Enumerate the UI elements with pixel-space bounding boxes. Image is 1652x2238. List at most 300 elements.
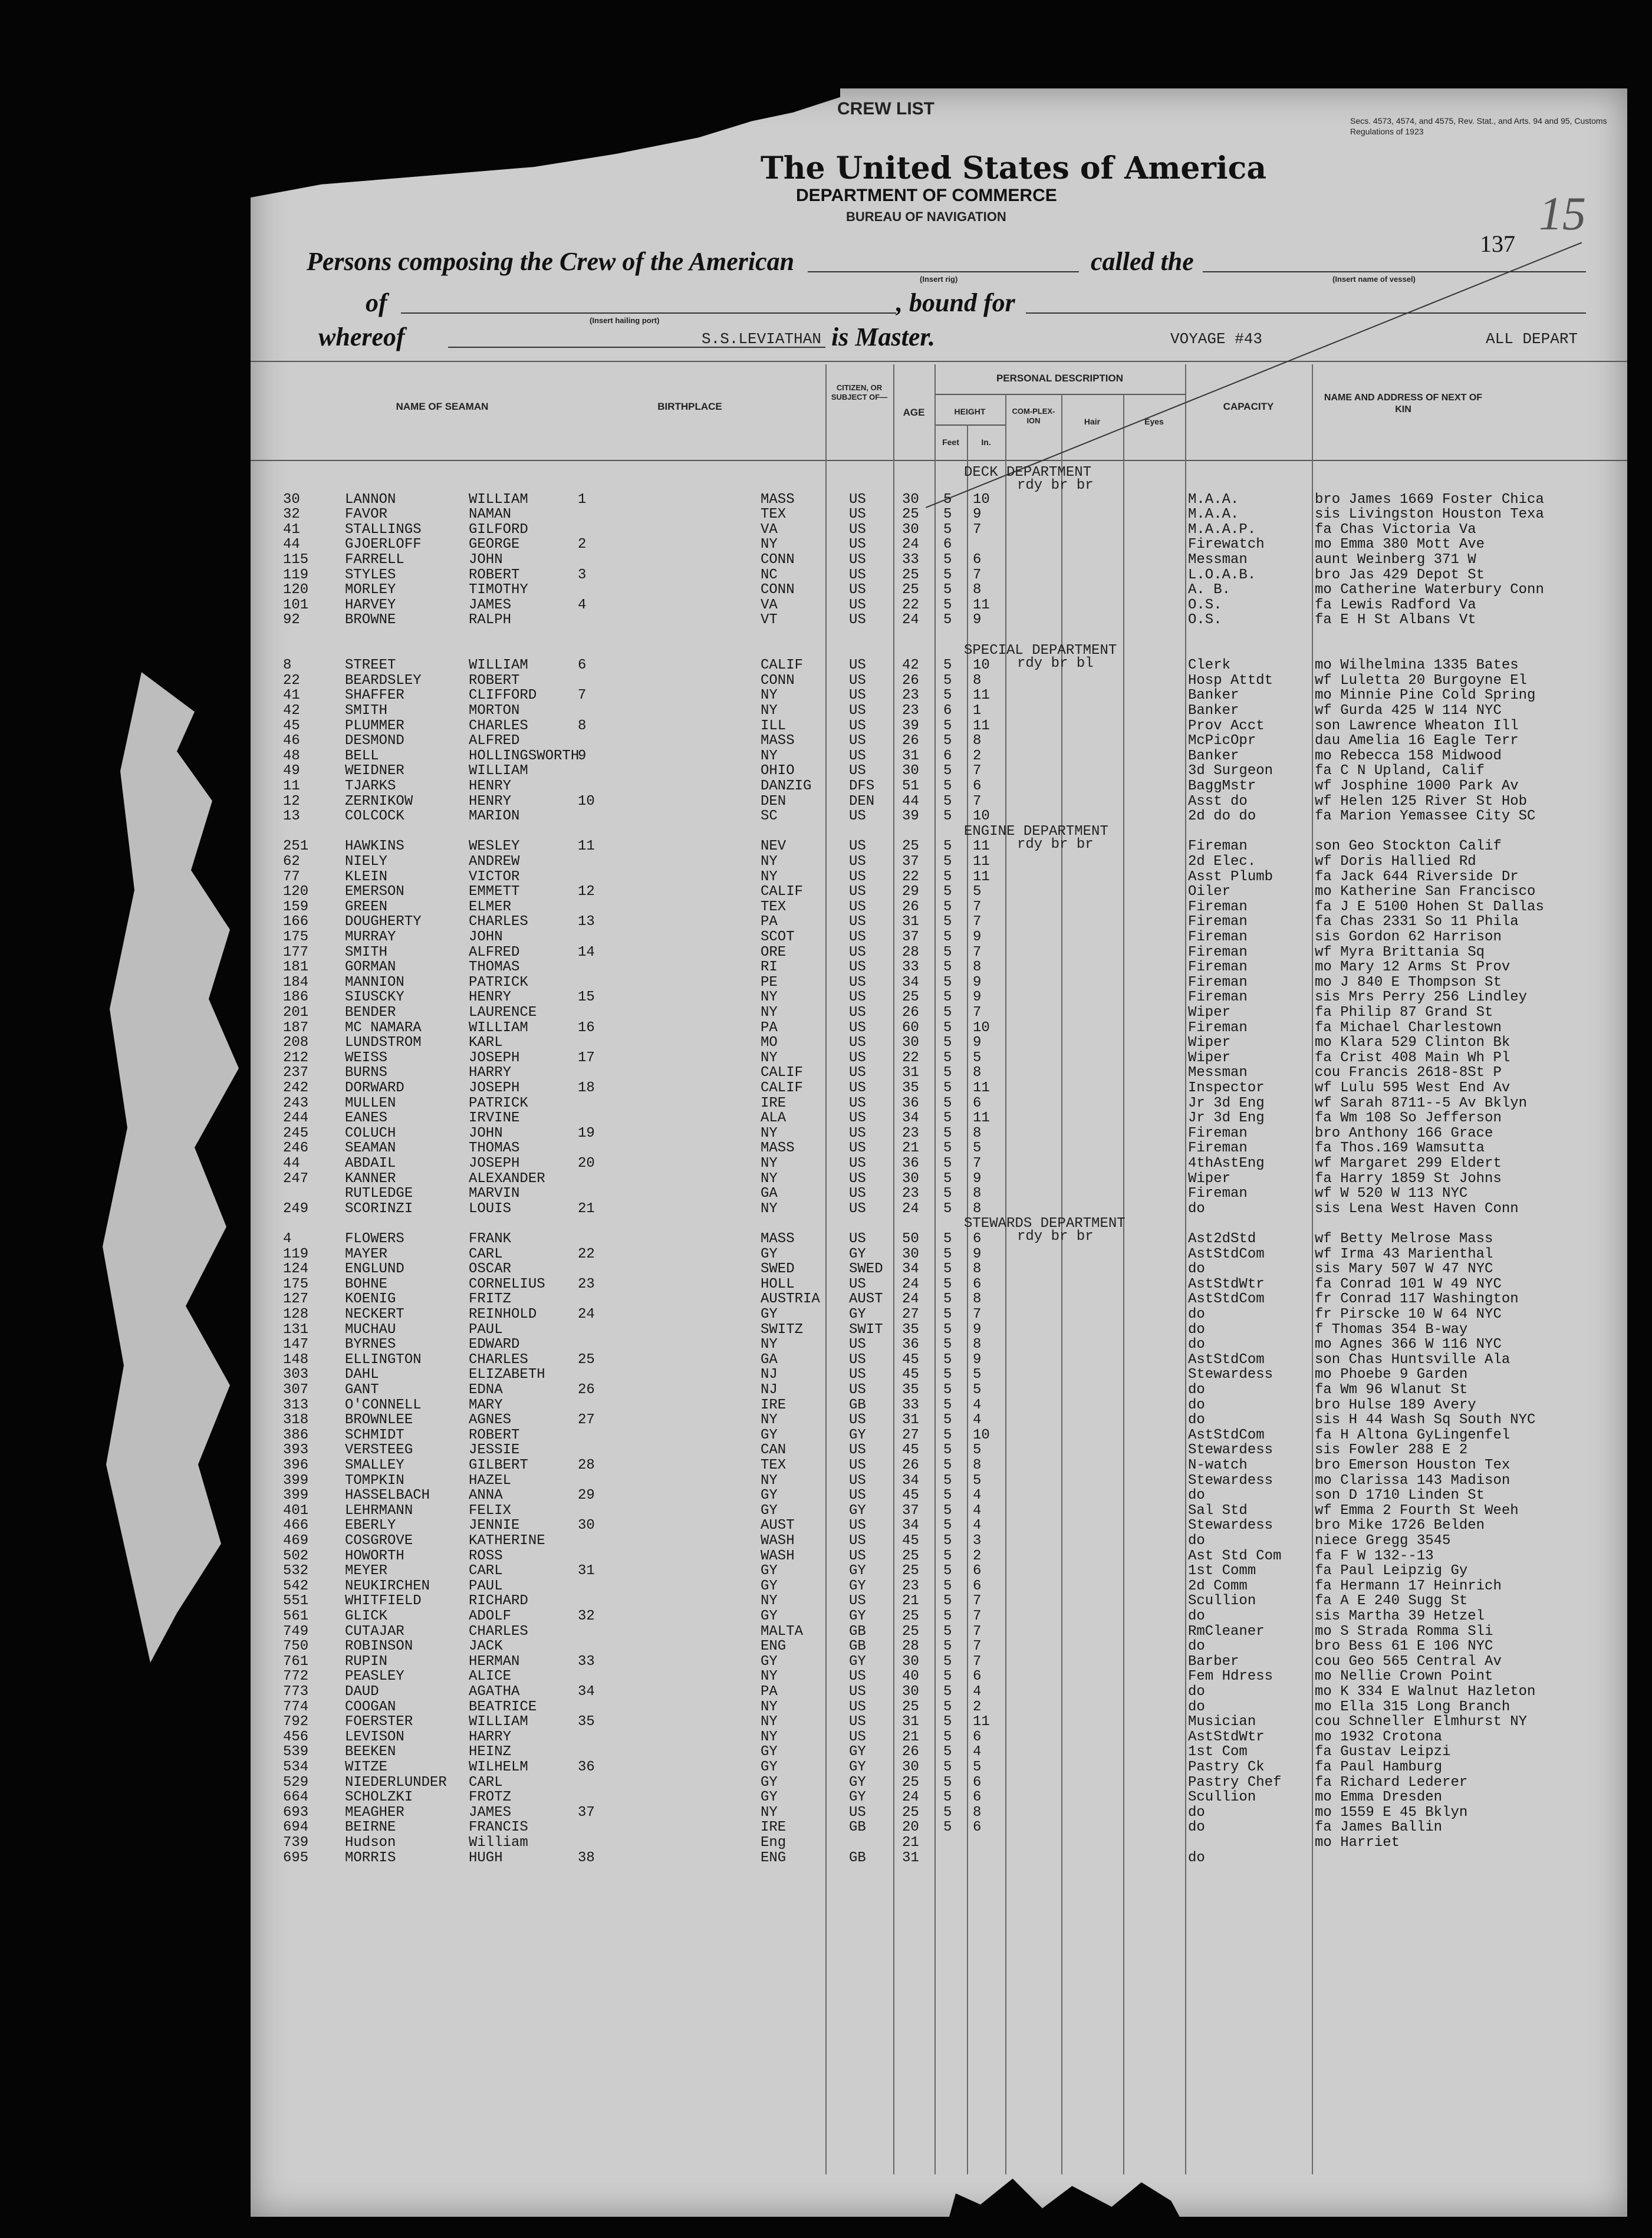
cell-sur: DAHL: [345, 1367, 379, 1383]
cell-sur: MUCHAU: [345, 1321, 396, 1338]
cell-ft: 5: [943, 1684, 952, 1700]
cell-age: 24: [902, 1789, 919, 1806]
cell-birth: GY: [761, 1789, 778, 1806]
cell-sur: FOERSTER: [345, 1714, 413, 1730]
cell-ft: 5: [943, 506, 952, 523]
cell-age: 45: [902, 1533, 919, 1549]
cell-ft: 5: [943, 1156, 952, 1171]
cell-in: 6: [973, 1729, 982, 1745]
cell-kin: bro Hulse 189 Avery: [1315, 1397, 1476, 1413]
cell-ft: 5: [943, 1487, 952, 1504]
cell-sur: TOMPKIN: [345, 1472, 404, 1489]
cell-birth: WASH: [761, 1533, 795, 1549]
cell-cap: Musician: [1188, 1714, 1256, 1730]
cell-given: JOHN: [469, 1125, 503, 1141]
cell-age: 25: [902, 1608, 919, 1624]
cell-in: 2: [973, 1699, 982, 1715]
cell-age: 26: [902, 1744, 919, 1760]
cell-in: 9: [973, 1035, 982, 1051]
insert-rig-label: (Insert rig): [920, 275, 958, 284]
cell-no: 131: [283, 1321, 309, 1338]
cell-in: 4: [973, 1502, 982, 1519]
cell-no: 237: [283, 1065, 309, 1081]
cell-kin: fa Harry 1859 St Johns: [1315, 1170, 1502, 1187]
cell-line: 15: [578, 989, 595, 1006]
cell-ft: 5: [943, 657, 952, 674]
cell-given: HAZEL: [469, 1472, 512, 1489]
cell-cit: US: [849, 1019, 866, 1036]
cell-kin: mo S Strada Romma Sli: [1315, 1623, 1493, 1640]
cell-ft: 5: [943, 687, 952, 704]
cell-cap: do: [1188, 1608, 1205, 1624]
cell-in: 5: [973, 1472, 982, 1489]
cell-ft: 5: [943, 1578, 952, 1594]
cell-cap: Fireman: [1188, 838, 1248, 855]
cell-cap: O.S.: [1188, 597, 1222, 613]
cell-kin: mo Minnie Pine Cold Spring: [1315, 687, 1536, 704]
cell-in: 5: [973, 884, 982, 900]
cell-cit: US: [849, 748, 866, 764]
cell-age: 23: [902, 1578, 919, 1594]
cell-age: 30: [902, 491, 919, 508]
cell-cap: Inspector: [1188, 1080, 1265, 1096]
cell-cap: 2d Comm: [1188, 1578, 1248, 1594]
cell-no: 469: [283, 1533, 309, 1549]
cell-kin: fa Wm 96 Wlanut St: [1315, 1382, 1468, 1398]
cell-in: 8: [973, 959, 982, 976]
cell-sur: GLICK: [345, 1608, 388, 1624]
cell-given: ROBERT: [469, 672, 520, 689]
cell-cap: Banker: [1188, 703, 1239, 719]
cell-cap: RmCleaner: [1188, 1623, 1265, 1640]
cell-kin: mo Emma 380 Mott Ave: [1315, 537, 1485, 553]
cell-kin: mo Emma Dresden: [1315, 1789, 1443, 1806]
cell-age: 34: [902, 1110, 919, 1127]
cell-cap: do: [1188, 1306, 1205, 1322]
cell-age: 22: [902, 868, 919, 885]
cell-given: ROBERT: [469, 1427, 520, 1443]
cell-ft: 5: [943, 1200, 952, 1217]
cell-kin: mo Klara 529 Clinton Bk: [1315, 1035, 1511, 1051]
cell-sur: MULLEN: [345, 1095, 396, 1111]
cell-sur: GANT: [345, 1382, 379, 1398]
cell-sur: BENDER: [345, 1005, 396, 1021]
cell-given: ALFRED: [469, 944, 520, 960]
cell-given: WILLIAM: [469, 1019, 528, 1036]
cell-birth: TEX: [761, 506, 786, 523]
cell-in: 9: [973, 974, 982, 990]
header-citizen: CITIZEN, OR SUBJECT OF—: [831, 383, 888, 401]
cell-no: 772: [283, 1668, 309, 1685]
cell-age: 30: [902, 1653, 919, 1670]
table-header-rule: [251, 460, 1627, 461]
cell-no: 247: [283, 1170, 309, 1187]
cell-in: 8: [973, 1337, 982, 1353]
cell-birth: NY: [761, 1156, 778, 1171]
cell-sur: SHAFFER: [345, 687, 404, 704]
cell-line: 28: [578, 1457, 595, 1473]
cell-sur: PLUMMER: [345, 718, 404, 734]
cell-given: WILLIAM: [469, 1714, 528, 1730]
cell-given: CARL: [469, 1246, 503, 1262]
cell-in: 11: [973, 687, 990, 704]
cell-in: 6: [973, 778, 982, 794]
cell-in: 10: [973, 1427, 990, 1443]
cell-cap: AstStdWtr: [1188, 1729, 1265, 1745]
cell-no: 13: [283, 808, 300, 825]
cell-kin: sis Lena West Haven Conn: [1315, 1200, 1519, 1217]
cell-in: 5: [973, 1442, 982, 1459]
cell-cap: Ast2dStd: [1188, 1231, 1256, 1247]
col-rule-capacity: [1185, 364, 1186, 2174]
cell-no: 115: [283, 552, 309, 568]
cell-no: 8: [283, 657, 292, 674]
cell-kin: fa Chas Victoria Va: [1315, 521, 1476, 538]
cell-kin: f Thomas 354 B-way: [1315, 1321, 1468, 1338]
cell-birth: Eng: [761, 1835, 786, 1851]
cell-sur: SCORINZI: [345, 1200, 413, 1217]
cell-given: HENRY: [469, 793, 512, 809]
cell-cap: McPicOpr: [1188, 733, 1256, 749]
cell-age: 30: [902, 1759, 919, 1775]
cell-age: 22: [902, 1049, 919, 1066]
cell-kin: mo Wilhelmina 1335 Bates: [1315, 657, 1519, 674]
cell-birth: NY: [761, 1337, 778, 1353]
cell-kin: mo Mary 12 Arms St Prov: [1315, 959, 1511, 976]
cell-cit: US: [849, 1412, 866, 1429]
cell-no: 242: [283, 1080, 309, 1096]
cell-no: 11: [283, 778, 300, 794]
cell-in: 7: [973, 944, 982, 960]
cell-kin: fa Lewis Radford Va: [1315, 597, 1476, 613]
cell-line: 32: [578, 1608, 595, 1624]
cell-line: 24: [578, 1306, 595, 1322]
cell-cit: US: [849, 1699, 866, 1715]
cell-sur: BEEKEN: [345, 1744, 396, 1760]
cell-given: JAMES: [469, 1804, 512, 1821]
cell-given: ALEXANDER: [469, 1170, 545, 1187]
cell-in: 9: [973, 929, 982, 945]
cell-given: FRANK: [469, 1231, 512, 1247]
cell-given: CHARLES: [469, 718, 528, 734]
cell-in: 10: [973, 491, 990, 508]
cell-line: 3: [578, 567, 587, 583]
cell-ft: 5: [943, 1518, 952, 1534]
cell-age: 51: [902, 778, 919, 794]
cell-line: 31: [578, 1563, 595, 1579]
cell-line: 19: [578, 1125, 595, 1141]
cell-no: 249: [283, 1200, 309, 1217]
cell-birth: NY: [761, 1005, 778, 1021]
cell-given: EMMETT: [469, 884, 520, 900]
cell-kin: son Chas Huntsville Ala: [1315, 1351, 1511, 1368]
cell-given: WILLIAM: [469, 491, 528, 508]
cell-ft: 5: [943, 1533, 952, 1549]
header-complexion: COM-PLEX-ION: [1012, 407, 1055, 425]
cell-birth: ENG: [761, 1638, 786, 1655]
cell-cap: 3d Surgeon: [1188, 763, 1273, 779]
cell-ft: 5: [943, 1563, 952, 1579]
cell-cap: Scullion: [1188, 1593, 1256, 1610]
cell-given: EDWARD: [469, 1337, 520, 1353]
cell-given: ELMER: [469, 899, 512, 915]
cell-no: 502: [283, 1548, 309, 1564]
cell-birth: TEX: [761, 899, 786, 915]
cell-cit: US: [849, 1668, 866, 1685]
cell-sur: BROWNLEE: [345, 1412, 413, 1429]
cell-line: 13: [578, 914, 595, 930]
cell-in: 6: [973, 1231, 982, 1247]
cell-given: RALPH: [469, 612, 512, 628]
cell-birth: CONN: [761, 552, 795, 568]
cell-birth: GY: [761, 1502, 778, 1519]
cell-birth: NY: [761, 703, 778, 719]
cell-ft: 5: [943, 914, 952, 930]
cell-age: 25: [902, 1804, 919, 1821]
cell-age: 25: [902, 567, 919, 583]
cell-birth: SC: [761, 808, 778, 825]
cell-cit: US: [849, 1518, 866, 1534]
cell-ft: 5: [943, 1110, 952, 1127]
cell-no: 177: [283, 944, 309, 960]
cell-birth: PA: [761, 1684, 778, 1700]
cell-cit: US: [849, 1548, 866, 1564]
cell-no: 44: [283, 537, 300, 553]
cell-cap: Clerk: [1188, 657, 1231, 674]
cell-cit: US: [849, 1472, 866, 1489]
cell-age: 31: [902, 914, 919, 930]
cell-no: 693: [283, 1804, 309, 1821]
cell-given: EDNA: [469, 1382, 503, 1398]
cell-given: JOHN: [469, 552, 503, 568]
cell-cit: GY: [849, 1306, 866, 1322]
cell-cit: US: [849, 1487, 866, 1504]
cell-in: 8: [973, 1065, 982, 1081]
cell-cit: US: [849, 1684, 866, 1700]
cell-in: 7: [973, 914, 982, 930]
rig-underline: [808, 271, 1079, 272]
cell-age: 29: [902, 884, 919, 900]
cell-line: 12: [578, 884, 595, 900]
cell-birth: MO: [761, 1035, 778, 1051]
cell-age: 31: [902, 1714, 919, 1730]
cell-ft: 5: [943, 1623, 952, 1640]
cell-sur: KLEIN: [345, 868, 388, 885]
cell-in: 8: [973, 1291, 982, 1308]
cell-in: 10: [973, 1019, 990, 1036]
cell-in: 2: [973, 748, 982, 764]
cell-birth: NY: [761, 989, 778, 1006]
cell-birth: CALIF: [761, 884, 804, 900]
cell-sur: Hudson: [345, 1835, 396, 1851]
cell-no: 49: [283, 763, 300, 779]
cell-age: 21: [902, 1593, 919, 1610]
cell-cap: do: [1188, 1261, 1205, 1278]
cell-given: GILBERT: [469, 1457, 528, 1473]
cell-in: 11: [973, 597, 990, 613]
header-name: NAME OF SEAMAN: [396, 401, 489, 412]
cell-birth: NY: [761, 1049, 778, 1066]
cell-kin: dau Amelia 16 Eagle Terr: [1315, 733, 1519, 749]
cell-no: 244: [283, 1110, 309, 1127]
cell-in: 7: [973, 1608, 982, 1624]
cell-sur: BURNS: [345, 1065, 388, 1081]
cell-no: 694: [283, 1819, 309, 1836]
cell-line: 33: [578, 1653, 595, 1670]
cell-cap: M.A.A.P.: [1188, 521, 1256, 538]
cell-cap: 2d do do: [1188, 808, 1256, 825]
cell-in: 6: [973, 1095, 982, 1111]
cell-kin: wf Lulu 595 West End Av: [1315, 1080, 1511, 1096]
cell-ft: 5: [943, 1125, 952, 1141]
cell-no: 128: [283, 1306, 309, 1322]
cell-cit: US: [849, 1186, 866, 1202]
cell-age: 42: [902, 657, 919, 674]
cell-birth: PE: [761, 974, 778, 990]
cell-given: RICHARD: [469, 1593, 528, 1610]
cell-age: 45: [902, 1351, 919, 1368]
cell-ft: 5: [943, 793, 952, 809]
cell-cit: US: [849, 1276, 866, 1292]
cell-cap: Asst Plumb: [1188, 868, 1273, 885]
cell-in: 5: [973, 1759, 982, 1775]
cell-given: HOLLINGSWORTH: [469, 748, 580, 764]
cell-age: 34: [902, 1472, 919, 1489]
cell-cit: US: [849, 1095, 866, 1111]
cell-age: 26: [902, 672, 919, 689]
cell-birth: NJ: [761, 1367, 778, 1383]
cell-age: 31: [902, 1412, 919, 1429]
cell-in: 9: [973, 1321, 982, 1338]
cell-sur: WHITFIELD: [345, 1593, 422, 1610]
cell-given: HENRY: [469, 778, 512, 794]
cell-given: TIMOTHY: [469, 582, 528, 598]
cell-given: KATHERINE: [469, 1533, 545, 1549]
header-age: AGE: [903, 407, 925, 418]
department-label: STEWARDS DEPARTMENT: [964, 1216, 1126, 1232]
cell-birth: NY: [761, 1200, 778, 1217]
cell-sur: FLOWERS: [345, 1231, 404, 1247]
cell-cit: SWIT: [849, 1321, 883, 1338]
cell-in: 9: [973, 1246, 982, 1262]
cell-cit: US: [849, 1065, 866, 1081]
cell-sur: EMERSON: [345, 884, 404, 900]
col-rule-eyes: [1123, 394, 1124, 2174]
cell-no: 32: [283, 506, 300, 523]
cell-line: 35: [578, 1714, 595, 1730]
cell-cap: L.O.A.B.: [1188, 567, 1256, 583]
cell-age: 25: [902, 1623, 919, 1640]
cell-line: 22: [578, 1246, 595, 1262]
col-rule-inches: [967, 424, 968, 2174]
cell-kin: wf Margaret 299 Eldert: [1315, 1156, 1502, 1171]
cell-no: 41: [283, 521, 300, 538]
cell-cit: SWED: [849, 1261, 883, 1278]
cell-age: 20: [902, 1819, 919, 1836]
cell-kin: wf Irma 43 Marienthal: [1315, 1246, 1493, 1262]
cell-in: 4: [973, 1397, 982, 1413]
cell-age: 35: [902, 1321, 919, 1338]
cell-birth: GY: [761, 1246, 778, 1262]
cell-ft: 5: [943, 521, 952, 538]
cell-no: 318: [283, 1412, 309, 1429]
cell-line: 36: [578, 1759, 595, 1775]
cell-kin: fa J E 5100 Hohen St Dallas: [1315, 899, 1544, 915]
cell-given: MARVIN: [469, 1186, 520, 1202]
cell-cit: US: [849, 657, 866, 674]
cell-in: 6: [973, 1276, 982, 1292]
cell-cit: US: [849, 1156, 866, 1171]
cell-kin: cou Francis 2618-8St P: [1315, 1065, 1502, 1081]
cell-line: 4: [578, 597, 587, 613]
cell-sur: COOGAN: [345, 1699, 396, 1715]
cell-sur: SCHMIDT: [345, 1427, 404, 1443]
cell-ft: 5: [943, 1291, 952, 1308]
cell-age: 31: [902, 1065, 919, 1081]
cell-ft: 5: [943, 552, 952, 568]
cell-kin: son Geo Stockton Calif: [1315, 838, 1502, 855]
cell-birth: NY: [761, 854, 778, 870]
cell-kin: fr Conrad 117 Washington: [1315, 1291, 1519, 1308]
cell-given: LOUIS: [469, 1200, 512, 1217]
cell-sur: HOWORTH: [345, 1548, 404, 1564]
cell-ft: 5: [943, 1019, 952, 1036]
cell-in: 4: [973, 1412, 982, 1429]
cell-no: 396: [283, 1457, 309, 1473]
cell-no: 386: [283, 1427, 309, 1443]
cell-line: 6: [578, 657, 587, 674]
cell-line: 30: [578, 1518, 595, 1534]
cell-cap: do: [1188, 1200, 1205, 1217]
cell-given: GILFORD: [469, 521, 528, 538]
cell-sur: DAUD: [345, 1684, 379, 1700]
cell-no: 42: [283, 703, 300, 719]
cell-birth: NY: [761, 687, 778, 704]
cell-given: JOSEPH: [469, 1049, 520, 1066]
cell-given: William: [469, 1835, 528, 1851]
cell-cap: do: [1188, 1412, 1205, 1429]
cell-line: 1: [578, 491, 587, 508]
cell-no: 119: [283, 567, 309, 583]
cell-cap: N-watch: [1188, 1457, 1248, 1473]
cell-ft: 5: [943, 1170, 952, 1187]
cell-ft: 5: [943, 1049, 952, 1066]
cell-kin: wf Josphine 1000 Park Av: [1315, 778, 1519, 794]
cell-line: 23: [578, 1276, 595, 1292]
cell-ft: 5: [943, 1382, 952, 1398]
cell-given: GEORGE: [469, 537, 520, 553]
cell-cit: US: [849, 687, 866, 704]
cell-cap: 1st Comm: [1188, 1563, 1256, 1579]
cell-age: 36: [902, 1095, 919, 1111]
cell-ft: 5: [943, 899, 952, 915]
cell-given: ELIZABETH: [469, 1367, 545, 1383]
cell-ft: 5: [943, 1095, 952, 1111]
cell-ft: 5: [943, 1804, 952, 1821]
cell-cit: GB: [849, 1638, 866, 1655]
crew-line-1a: Persons composing the Crew of the American: [307, 247, 795, 276]
cell-given: JENNIE: [469, 1518, 520, 1534]
cell-sur: VERSTEEG: [345, 1442, 413, 1459]
cell-ft: 5: [943, 1065, 952, 1081]
cell-given: ADOLF: [469, 1608, 512, 1624]
cell-no: 147: [283, 1337, 309, 1353]
col-rule-kin: [1312, 364, 1313, 2174]
cell-birth: PA: [761, 1019, 778, 1036]
cell-birth: RI: [761, 959, 778, 976]
cell-no: 749: [283, 1623, 309, 1640]
cell-no: 695: [283, 1849, 309, 1866]
